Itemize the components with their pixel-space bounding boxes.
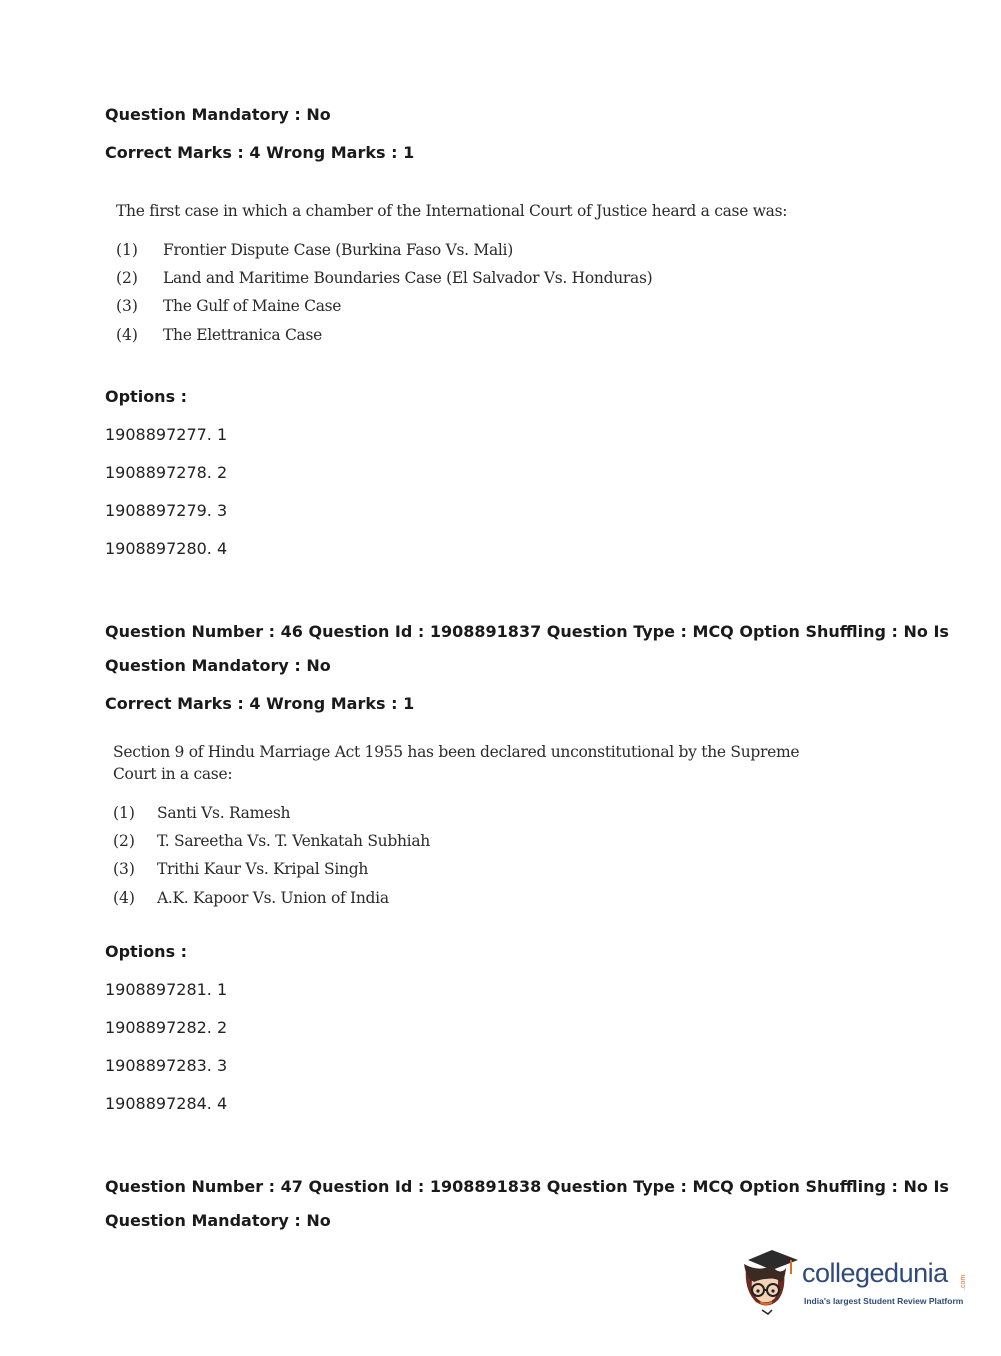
question-mandatory: Question Mandatory : No: [105, 656, 331, 675]
logo-tagline: India's largest Student Review Platform: [804, 1296, 964, 1306]
question-text: Court in a case:: [113, 765, 233, 783]
choice-text: T. Sareetha Vs. T. Venkatah Subhiah: [157, 832, 430, 850]
choice-number: (1): [113, 804, 135, 822]
question-marks: Correct Marks : 4 Wrong Marks : 1: [105, 694, 415, 713]
question-marks: Correct Marks : 4 Wrong Marks : 1: [105, 143, 415, 162]
option-item: 1908897279. 3: [105, 501, 228, 520]
options-label: Options :: [105, 387, 188, 406]
choice-text: Trithi Kaur Vs. Kripal Singh: [157, 860, 368, 878]
choice-text: The Gulf of Maine Case: [163, 297, 342, 315]
choice-text: A.K. Kapoor Vs. Union of India: [157, 889, 389, 907]
choice-number: (2): [113, 832, 135, 850]
question-header: Question Number : 46 Question Id : 1908891837 Question Type : MCQ Option Shuffling : No Is: [105, 622, 949, 641]
choice-number: (3): [113, 860, 135, 878]
question-text: The first case in which a chamber of the International Court of Justice heard a case was:: [116, 202, 788, 220]
option-item: 1908897281. 1: [105, 980, 228, 999]
choice-number: (2): [116, 269, 138, 287]
choice-text: Frontier Dispute Case (Burkina Faso Vs. Mali): [163, 241, 513, 259]
question-mandatory: Question Mandatory : No: [105, 105, 331, 124]
options-label: Options :: [105, 942, 188, 961]
choice-number: (4): [116, 326, 138, 344]
choice-text: Land and Maritime Boundaries Case (El Salvador Vs. Honduras): [163, 269, 653, 287]
choice-number: (4): [113, 889, 135, 907]
choice-text: Santi Vs. Ramesh: [157, 804, 291, 822]
choice-number: (3): [116, 297, 138, 315]
option-item: 1908897280. 4: [105, 539, 228, 558]
option-item: 1908897284. 4: [105, 1094, 228, 1113]
option-item: 1908897278. 2: [105, 463, 228, 482]
logo-dotcom: .com: [960, 1274, 967, 1290]
mascot-icon: [738, 1246, 802, 1316]
question-text: Section 9 of Hindu Marriage Act 1955 has been declared unconstitutional by the Supreme: [113, 743, 800, 761]
collegedunia-logo: [738, 1246, 978, 1316]
option-item: 1908897277. 1: [105, 425, 228, 444]
option-item: 1908897283. 3: [105, 1056, 228, 1075]
question-header: Question Number : 47 Question Id : 1908891838 Question Type : MCQ Option Shuffling : No Is: [105, 1177, 949, 1196]
option-item: 1908897282. 2: [105, 1018, 228, 1037]
question-mandatory: Question Mandatory : No: [105, 1211, 331, 1230]
choice-number: (1): [116, 241, 138, 259]
logo-brand: collegedunia: [802, 1258, 948, 1288]
choice-text: The Elettranica Case: [163, 326, 322, 344]
